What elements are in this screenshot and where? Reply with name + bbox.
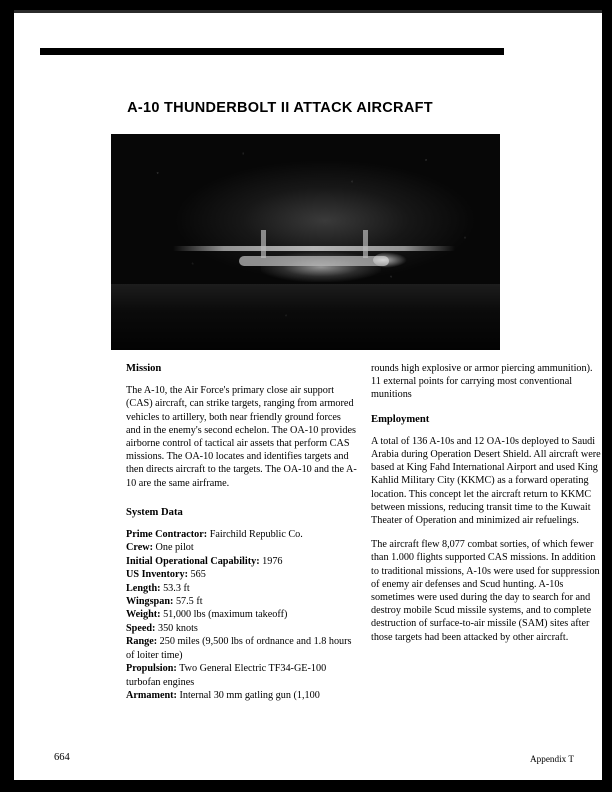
spec-value: 350 knots — [157, 622, 198, 634]
spec-label: Length: — [126, 582, 161, 594]
spec-value: Fairchild Republic Co. — [209, 529, 303, 541]
spec-label: Wingspan: — [126, 596, 174, 608]
system-data-heading: System Data — [126, 506, 183, 518]
mission-heading: Mission — [126, 363, 162, 374]
spec-label: Propulsion: — [126, 663, 177, 675]
spec-length — [126, 582, 358, 595]
spec-label: Armament: — [126, 689, 177, 701]
spec-label: Weight: — [126, 609, 161, 621]
spec-value: 51,000 lbs (maximum takeoff) — [163, 609, 288, 621]
spec-initial-operational-capability — [126, 555, 358, 568]
spec-value: Two General Electric TF34-GE-100 turbofan engines — [126, 663, 327, 688]
spec-label: Speed: — [126, 622, 156, 634]
employment-paragraph-2: The aircraft flew 8,077 combat sorties, of which fewer than 1.000 flights supported CAS missions. In addition to traditional missions, A-10s were used for suppression of enemy air defenses and Scud hunting. A-10s sometimes were used during the day to search for and destroy mobile Scud missile systems, and to complete destruction of surface-to-air missile (SAM) sites after those targets had been attacked by other aircraft. — [371, 539, 600, 643]
footer-page-number: 664 — [54, 752, 70, 763]
aircraft-photo — [111, 134, 500, 350]
footer-section-label: Appendix T — [530, 754, 574, 764]
spec-value: One pilot — [155, 542, 194, 554]
spec-range — [126, 635, 358, 662]
employment-paragraph-1: A total of 136 A-10s and 12 OA-10s deployed to Saudi Arabia during Operation Desert Shield. All aircraft were based at King Fahd International Airport and used King Kahlid Military City (KKMC) as a forward operating location. This concept let the aircraft return to KKMC between missions, reducing transit time to the Kuwait Theater of Operation and minimized air refuelings. — [371, 435, 601, 527]
spec-value: 565 — [190, 569, 206, 581]
spec-crew — [126, 541, 358, 554]
spec-value: 53.3 ft — [163, 582, 190, 594]
spec-value: Internal 30 mm gatling gun (1,100 — [179, 689, 320, 701]
spec-value: 57.5 ft — [175, 596, 203, 608]
spec-label: Initial Operational Capability: — [126, 555, 260, 567]
scan-edge-line — [14, 10, 602, 13]
spec-us-inventory — [126, 568, 358, 581]
spec-armament — [126, 689, 358, 702]
spec-prime-contractor — [126, 528, 358, 541]
right-column — [371, 362, 603, 655]
spec-value: 1976 — [262, 555, 283, 567]
paper-surface — [14, 10, 602, 780]
employment-heading: Employment — [371, 413, 430, 425]
photo-grain — [111, 134, 500, 350]
page-title: A-10 THUNDERBOLT II ATTACK AIRCRAFT — [127, 100, 433, 116]
left-column — [126, 362, 358, 702]
spec-propulsion — [126, 662, 358, 689]
spec-label: Crew: — [126, 542, 153, 554]
header-rule-bar — [40, 48, 504, 55]
spec-label: Range: — [126, 636, 158, 648]
spec-value: 250 miles (9,500 lbs of ordnance and 1.8 hours of loiter time) — [126, 636, 352, 661]
spec-speed — [126, 622, 358, 635]
armament-continuation-paragraph: rounds high explosive or armor piercing ammunition). 11 external points for carrying most conventional munitions — [371, 363, 593, 401]
spec-label: Prime Contractor: — [126, 529, 208, 541]
spec-wingspan — [126, 595, 358, 608]
mission-paragraph: The A-10, the Air Force's primary close air support (CAS) aircraft, can strike targets, ranging from armored vehicles to artillery, both near friendly ground forces and in the enemy's second echelon. The OA-10 provides airborne control of tactical air assets that perform CAS missions. The OA-10 locates and identifies targets and then directs aircraft to the targets. The OA-10 and the A-10 are the same airframe. — [126, 385, 357, 489]
spec-label: US Inventory: — [126, 569, 188, 581]
spec-weight — [126, 608, 358, 621]
